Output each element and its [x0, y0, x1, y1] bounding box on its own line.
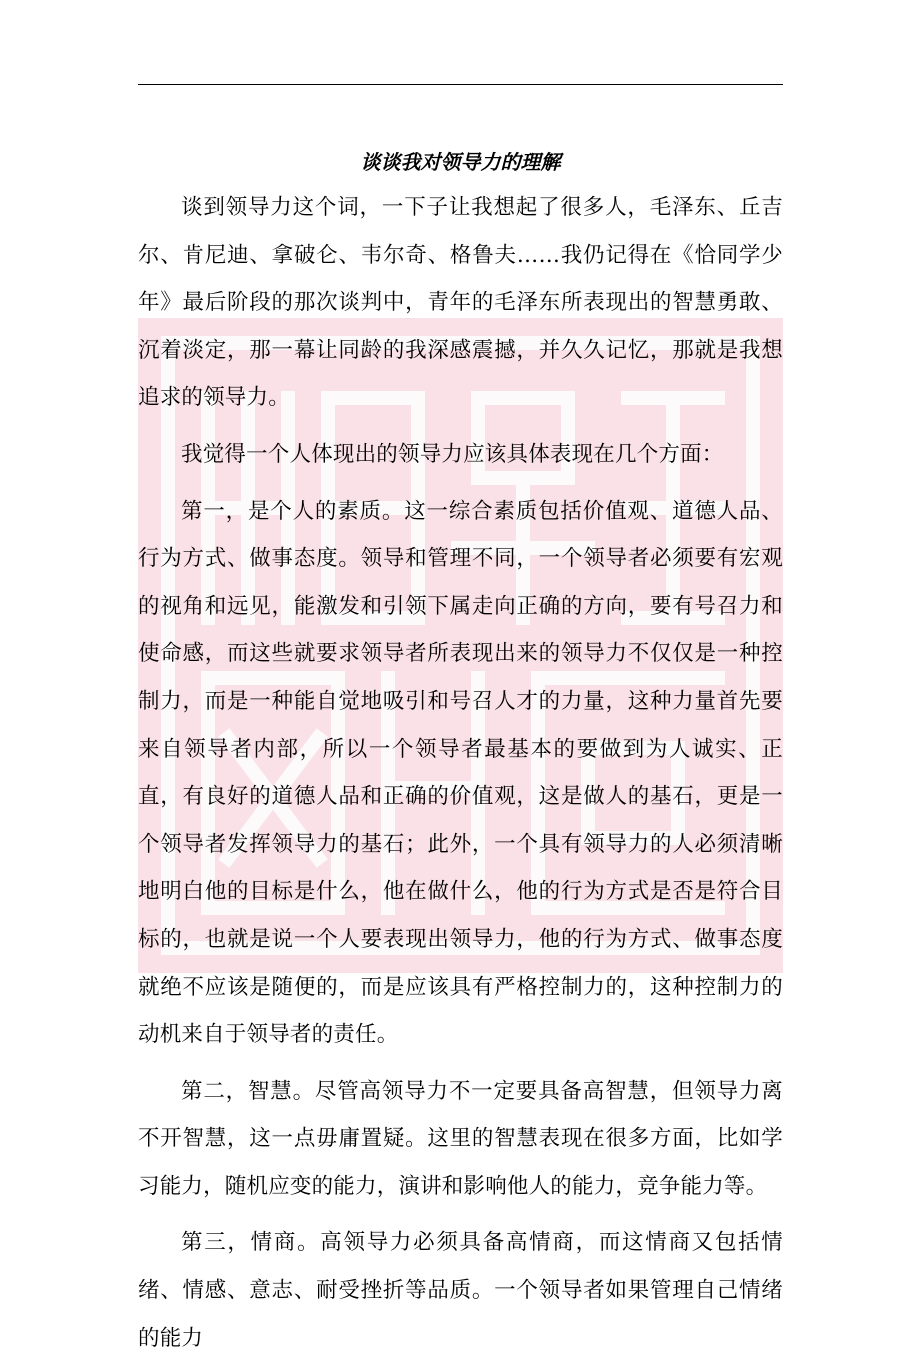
header-rule — [138, 84, 783, 85]
paragraph-3: 第一，是个人的素质。这一综合素质包括价值观、道德人品、行为方式、做事态度。领导和管理不同，一个领导者必须要有宏观的视角和远见，能激发和引领下属走向正确的方向，要有号召力和使命感，而这些就要求领导者所表现出来的领导力不仅仅是一种控制力，而是一种能自觉地吸引和号召人才的力量，这种力量首先要来自领导者内部，所以一个领导者最基本的要做到为人诚实、正直，有良好的道德人品和正确的价值观，这是做人的基石，更是一个领导者发挥领导力的基石；此外，一个具有领导力的人必须清晰地明白他的目标是什么，他在做什么，他的行为方式是否是符合目标的，也就是说一个人要表现出领导力，他的行为方式、做事态度就绝不应该是随便的，而是应该具有严格控制力的，这种控制力的动机来自于领导者的责任。 — [138, 498, 783, 1048]
paragraph-2: 我觉得一个人体现出的领导力应该具体表现在几个方面： — [181, 441, 724, 467]
paragraph-5: 第三，情商。高领导力必须具备高情商，而这情商又包括情绪、情感、意志、耐受挫折等品质。一个领导者如果管理自己情绪的能力 — [138, 1230, 783, 1351]
document-body — [138, 140, 783, 1362]
paragraph-1: 谈到领导力这个词，一下子让我想起了很多人，毛泽东、丘吉尔、肯尼迪、拿破仑、韦尔奇、格鲁夫……我仍记得在《恰同学少年》最后阶段的那次谈判中，青年的毛泽东所表现出的智慧勇敢、沉着淡定，那一幕让同龄的我深感震撼，并久久记忆，那就是我想追求的领导力。 — [138, 195, 783, 411]
paragraph-4: 第二，智慧。尽管高领导力不一定要具备高智慧，但领导力离不开智慧，这一点毋庸置疑。这里的智慧表现在很多方面，比如学习能力，随机应变的能力，演讲和影响他人的能力，竞争能力等。 — [138, 1078, 783, 1199]
page-title: 谈谈我对领导力的理解 — [360, 150, 561, 174]
